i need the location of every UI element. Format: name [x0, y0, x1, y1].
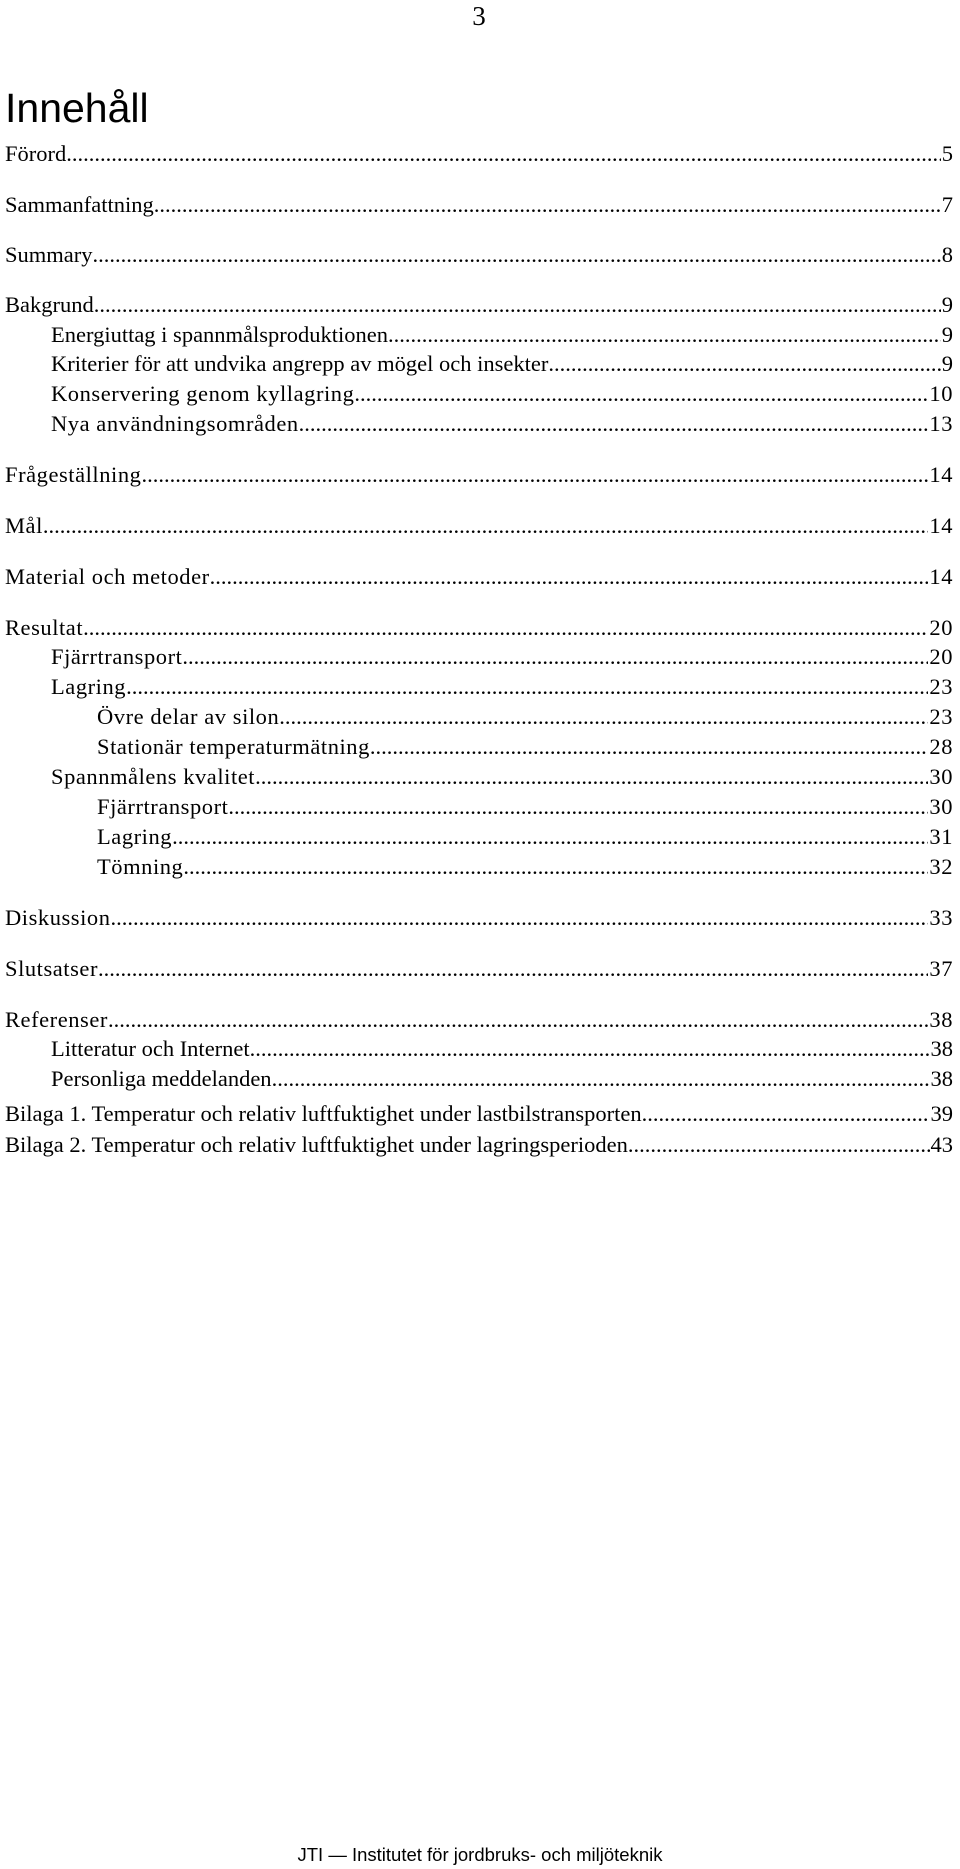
toc-dot-leader [255, 762, 928, 792]
toc-entry-title: Stationär temperaturmätning [97, 734, 370, 759]
toc-entry-resultat[interactable] [5, 613, 953, 643]
toc-dot-leader [172, 822, 928, 852]
toc-dot-leader [154, 190, 941, 220]
toc-entry-page: 9 [941, 351, 953, 376]
toc-entry-page: 23 [929, 674, 953, 699]
toc-entry-page: 10 [929, 381, 953, 406]
toc-entry-personliga-meddelanden[interactable] [51, 1064, 953, 1094]
toc-entry-page: 23 [929, 704, 953, 729]
toc-dot-leader [299, 409, 929, 439]
toc-entry-material-och-metoder[interactable] [5, 562, 953, 592]
toc-dot-leader [388, 320, 941, 350]
toc-entry-page: 30 [929, 764, 953, 789]
toc-entry-nya-anvandningsomraden[interactable] [51, 409, 953, 439]
toc-entry-page: 8 [941, 242, 953, 267]
toc-entry-page: 43 [930, 1132, 953, 1157]
toc-entry-kriterier[interactable] [51, 349, 953, 379]
toc-entry-title: Fjärrtransport [97, 794, 229, 819]
toc-entry-title: Konservering genom kyllagring [51, 381, 355, 406]
toc-entry-page: 28 [929, 734, 953, 759]
toc-entry-litteratur-och-internet[interactable] [51, 1034, 953, 1064]
toc-dot-leader [98, 954, 928, 984]
toc-dot-leader [228, 792, 928, 822]
toc-entry-page: 14 [929, 462, 953, 487]
toc-entry-title: Slutsatser [5, 956, 98, 981]
toc-entry-title: Bakgrund [5, 292, 94, 317]
toc-dot-leader [108, 1005, 928, 1035]
toc-entry-page: 38 [930, 1066, 953, 1091]
toc-dot-leader [370, 732, 928, 762]
toc-entry-bilaga-2[interactable] [5, 1130, 953, 1160]
toc-entry-title: Lagring [97, 824, 173, 849]
toc-entry-title: Mål [5, 513, 43, 538]
toc-dot-leader [279, 702, 928, 732]
toc-entry-title: Energiuttag i spannmålsproduktionen [51, 322, 389, 347]
toc-dot-leader [141, 460, 928, 490]
toc-entry-spannmalens-kvalitet[interactable] [51, 762, 953, 792]
toc-dot-leader [354, 379, 928, 409]
toc-entry-fjarrtransport[interactable] [51, 642, 953, 672]
toc-dot-leader [43, 511, 928, 541]
toc-entry-title: Diskussion [5, 905, 111, 930]
toc-entry-title: Summary [5, 242, 93, 267]
toc-entry-page: 31 [929, 824, 953, 849]
toc-entry-page: 39 [930, 1101, 953, 1126]
toc-entry-page: 30 [929, 794, 953, 819]
toc-entry-bilaga-1[interactable] [5, 1099, 953, 1129]
toc-entry-page: 20 [929, 644, 953, 669]
toc-dot-leader [83, 613, 928, 643]
toc-dot-leader [272, 1064, 930, 1094]
toc-entry-page: 14 [929, 513, 953, 538]
toc-entry-energiuttag[interactable] [51, 320, 953, 350]
toc-entry-page: 7 [941, 192, 953, 217]
toc-dot-leader [126, 672, 928, 702]
toc-entry-title: Bilaga 2. Temperatur och relativ luftfuktighet under lagringsperioden [5, 1132, 628, 1157]
toc-dot-leader [183, 852, 928, 882]
toc-dot-leader [250, 1034, 930, 1064]
toc-entry-mal[interactable] [5, 511, 953, 541]
toc-entry-fjarrtransport-kvalitet[interactable] [97, 792, 953, 822]
toc-entry-forord[interactable] [5, 139, 953, 169]
toc-entry-title: Kriterier för att undvika angrepp av mögel och insekter [51, 351, 549, 376]
toc-entry-title: Sammanfattning [5, 192, 154, 217]
page-footer: JTI — Institutet för jordbruks- och miljöteknik [297, 1844, 663, 1865]
toc-entry-tomning[interactable] [97, 852, 953, 882]
toc-entry-title: Frågeställning [5, 462, 142, 487]
toc-entry-page: 9 [941, 322, 953, 347]
toc-entry-page: 20 [929, 615, 953, 640]
toc-entry-title: Nya användningsområden [51, 411, 299, 436]
toc-dot-leader [111, 903, 929, 933]
toc-entry-page: 32 [929, 854, 953, 879]
toc-entry-title: Tömning [97, 854, 184, 879]
toc-entry-ovre-delar-av-silon[interactable] [97, 702, 953, 732]
toc-entry-title: Referenser [5, 1007, 108, 1032]
toc-entry-title: Bilaga 1. Temperatur och relativ luftfuktighet under lastbilstransporten [5, 1101, 642, 1126]
toc-entry-konservering[interactable] [51, 379, 953, 409]
toc-dot-leader [548, 349, 940, 379]
toc-entry-sammanfattning[interactable] [5, 190, 953, 220]
toc-entry-summary[interactable] [5, 240, 953, 270]
toc-dot-leader [93, 240, 941, 270]
toc-entry-diskussion[interactable] [5, 903, 953, 933]
toc-entry-page: 38 [929, 1007, 953, 1032]
toc-dot-leader [642, 1099, 930, 1129]
toc-entry-title: Resultat [5, 615, 84, 640]
toc-entry-title: Spannmålens kvalitet [51, 764, 256, 789]
toc-entry-title: Övre delar av silon [97, 704, 280, 729]
toc-dot-leader [94, 290, 941, 320]
toc-entry-stationar-temperaturmatning[interactable] [97, 732, 953, 762]
page-number: 3 [472, 1, 486, 31]
toc-entry-title: Litteratur och Internet [51, 1036, 250, 1061]
toc-entry-title: Lagring [51, 674, 127, 699]
toc-entry-page: 14 [929, 564, 953, 589]
toc-entry-page: 13 [929, 411, 953, 436]
toc-entry-page: 33 [929, 905, 953, 930]
toc-entry-title: Förord [5, 141, 67, 166]
toc-entry-title: Personliga meddelanden [51, 1066, 272, 1091]
toc-entry-bakgrund[interactable] [5, 290, 953, 320]
toc-entry-fragestallning[interactable] [5, 460, 953, 490]
toc-entry-page: 37 [929, 956, 953, 981]
toc-entry-referenser[interactable] [5, 1005, 953, 1035]
toc-entry-lagring-kvalitet[interactable] [97, 822, 953, 852]
toc-dot-leader [182, 642, 928, 672]
toc-dot-leader [66, 139, 941, 169]
toc-entry-title: Material och metoder [5, 564, 210, 589]
toc-entry-lagring[interactable] [51, 672, 953, 702]
toc-entry-title: Fjärrtransport [51, 644, 183, 669]
toc-dot-leader [210, 562, 929, 592]
toc-dot-leader [628, 1130, 930, 1160]
page-title: Innehåll [5, 85, 149, 131]
toc-entry-page: 9 [941, 292, 953, 317]
toc-entry-page: 5 [941, 141, 953, 166]
toc-entry-page: 38 [930, 1036, 953, 1061]
toc-entry-slutsatser[interactable] [5, 954, 953, 984]
